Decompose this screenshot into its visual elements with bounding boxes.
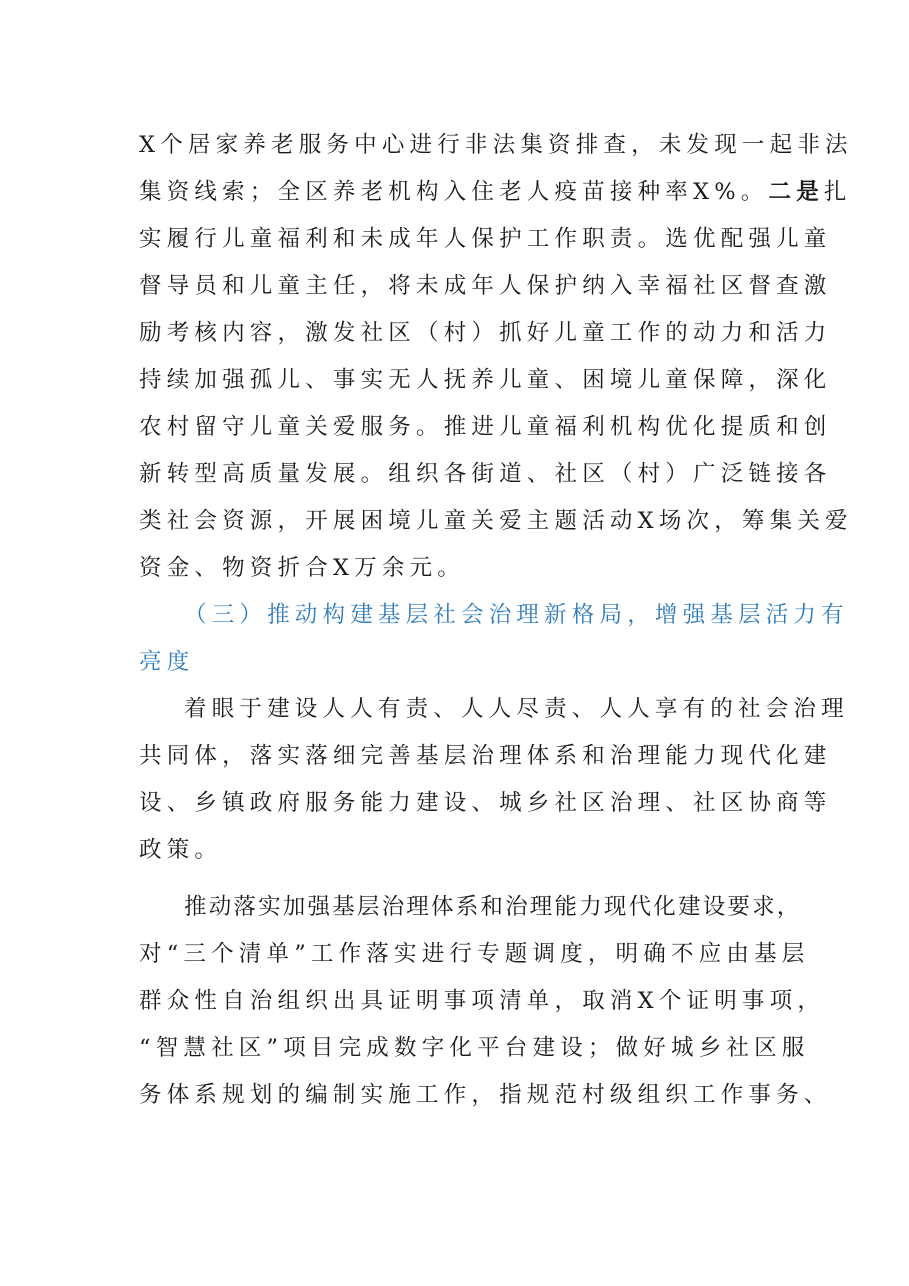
text-line: 类社会资源，开展困境儿童关爱主题活动X场次，筹集关爱: [139, 508, 853, 534]
text-line: 着眼于建设人人有责、人人尽责、人人享有的社会治理: [184, 696, 849, 722]
paragraph-elderly-and-children: [139, 122, 853, 592]
text-line: 对“三个清单”工作落实进行专题调度，明确不应由基层: [139, 941, 810, 967]
text-line: “智慧社区”项目完成数字化平台建设；做好城乡社区服: [139, 1035, 810, 1061]
emphasis-second-point: 二是: [768, 179, 824, 205]
text-line: 励考核内容，激发社区（村）抓好儿童工作的动力和活力: [139, 320, 832, 346]
paragraph-spacer: [139, 874, 779, 884]
section-heading-line: 亮度: [139, 649, 195, 675]
section-heading-line: （三）推动构建基层社会治理新格局，增强基层活力有: [184, 602, 849, 628]
text-line: 政策。: [139, 837, 223, 863]
text-line: [139, 169, 852, 216]
text-line-segment: 集资线索；全区养老机构入住老人疫苗接种率X%。: [139, 179, 769, 205]
text-line: 持续加强孤儿、事实无人抚养儿童、困境儿童保障，深化: [139, 367, 832, 393]
text-line: 督导员和儿童主任，将未成年人保护纳入幸福社区督查激: [139, 273, 832, 299]
text-line: 实履行儿童福利和未成年人保护工作职责。选优配强儿童: [139, 226, 832, 252]
text-line-segment: 扎: [823, 179, 852, 205]
section-heading: [139, 592, 849, 686]
text-line: 资金、物资折合X万余元。: [139, 555, 465, 581]
text-line: 共同体，落实落细完善基层治理体系和治理能力现代化建: [139, 743, 832, 769]
text-line: 推动落实加强基层治理体系和治理能力现代化建设要求，: [184, 894, 802, 920]
text-line: 群众性自治组织出具证明事项清单，取消X个证明事项，: [139, 988, 826, 1014]
text-line: 务体系规划的编制实施工作，指规范村级组织工作事务、: [139, 1082, 832, 1108]
paragraph-governance-implementation: [139, 884, 832, 1119]
text-line: 设、乡镇政府服务能力建设、城乡社区治理、社区协商等: [139, 790, 832, 816]
paragraph-governance-community: [139, 686, 849, 874]
document-body: [139, 122, 853, 1119]
text-line: 新转型高质量发展。组织各街道、社区（村）广泛链接各: [139, 461, 832, 487]
text-line: X个居家养老服务中心进行非法集资排查，未发现一起非法: [139, 132, 853, 158]
text-line: 农村留守儿童关爱服务。推进儿童福利机构优化提质和创: [139, 414, 832, 440]
